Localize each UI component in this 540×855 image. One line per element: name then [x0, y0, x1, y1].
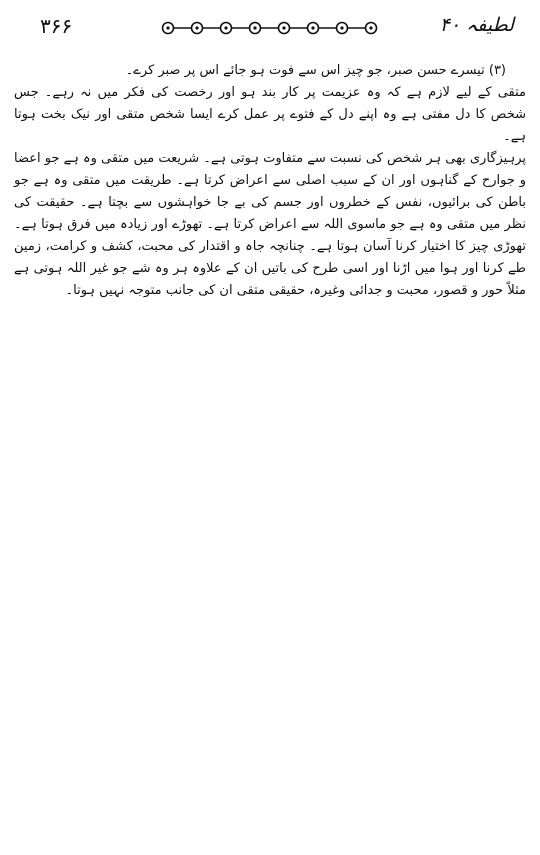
body-text [14, 60, 526, 302]
paragraph: متقی کے لیے لازم ہے کہ وہ عزیمت پر کار بند ہو اور رخصت کی فکر میں نہ رہے۔ جس شخص کا دل مفتی ہے وہ اپنے دل کے فتوے پر عمل کرے ایسا شخص متقی اور نیک بخت ہوتا ہے۔ [14, 85, 526, 144]
page-number: ۳۶۶ [40, 14, 73, 38]
page-header [12, 14, 528, 44]
paragraph: پرہیزگاری بھی ہر شخص کی نسبت سے متفاوت ہوتی ہے۔ شریعت میں متقی وہ ہے جو اعضا و جوارح کے گناہوں اور ان کے سبب اصلی سے اعراض کرتا ہے۔ طریقت میں متقی وہ ہے جو باطن کی برائیوں، نفس کے خطروں اور جسم کی بے جا خواہشوں سے بچتا ہے۔ حقیقت کی نظر میں متقی وہ ہے جو ماسوی اللہ سے اعراض کرتا ہے۔ تھوڑے اور زیادہ میں فرق ہوتا ہے۔ تھوڑی چیز کا اختیار کرنا آسان ہوتا ہے۔ چنانچہ جاہ و اقتدار کی محبت، کشف و کرامت، زمین طے کرنا اور ہوا میں اڑنا اور اسی طرح کی باتیں ان کے علاوہ ہر وہ شے جو غیر اللہ ہوتی ہے مثلاً حور و قصور، محبت و جدائی وغیرہ، حقیقی متقی ان کی جانب متوجہ نہیں ہوتا۔ [14, 151, 526, 298]
paragraph: (۳) تیسرے حسن صبر، جو چیز اس سے فوت ہو جائے اس پر صبر کرے۔ [125, 63, 506, 78]
decorative-chain-ornament [160, 18, 382, 38]
section-title: لطیفہ ۴۰ [439, 14, 514, 36]
